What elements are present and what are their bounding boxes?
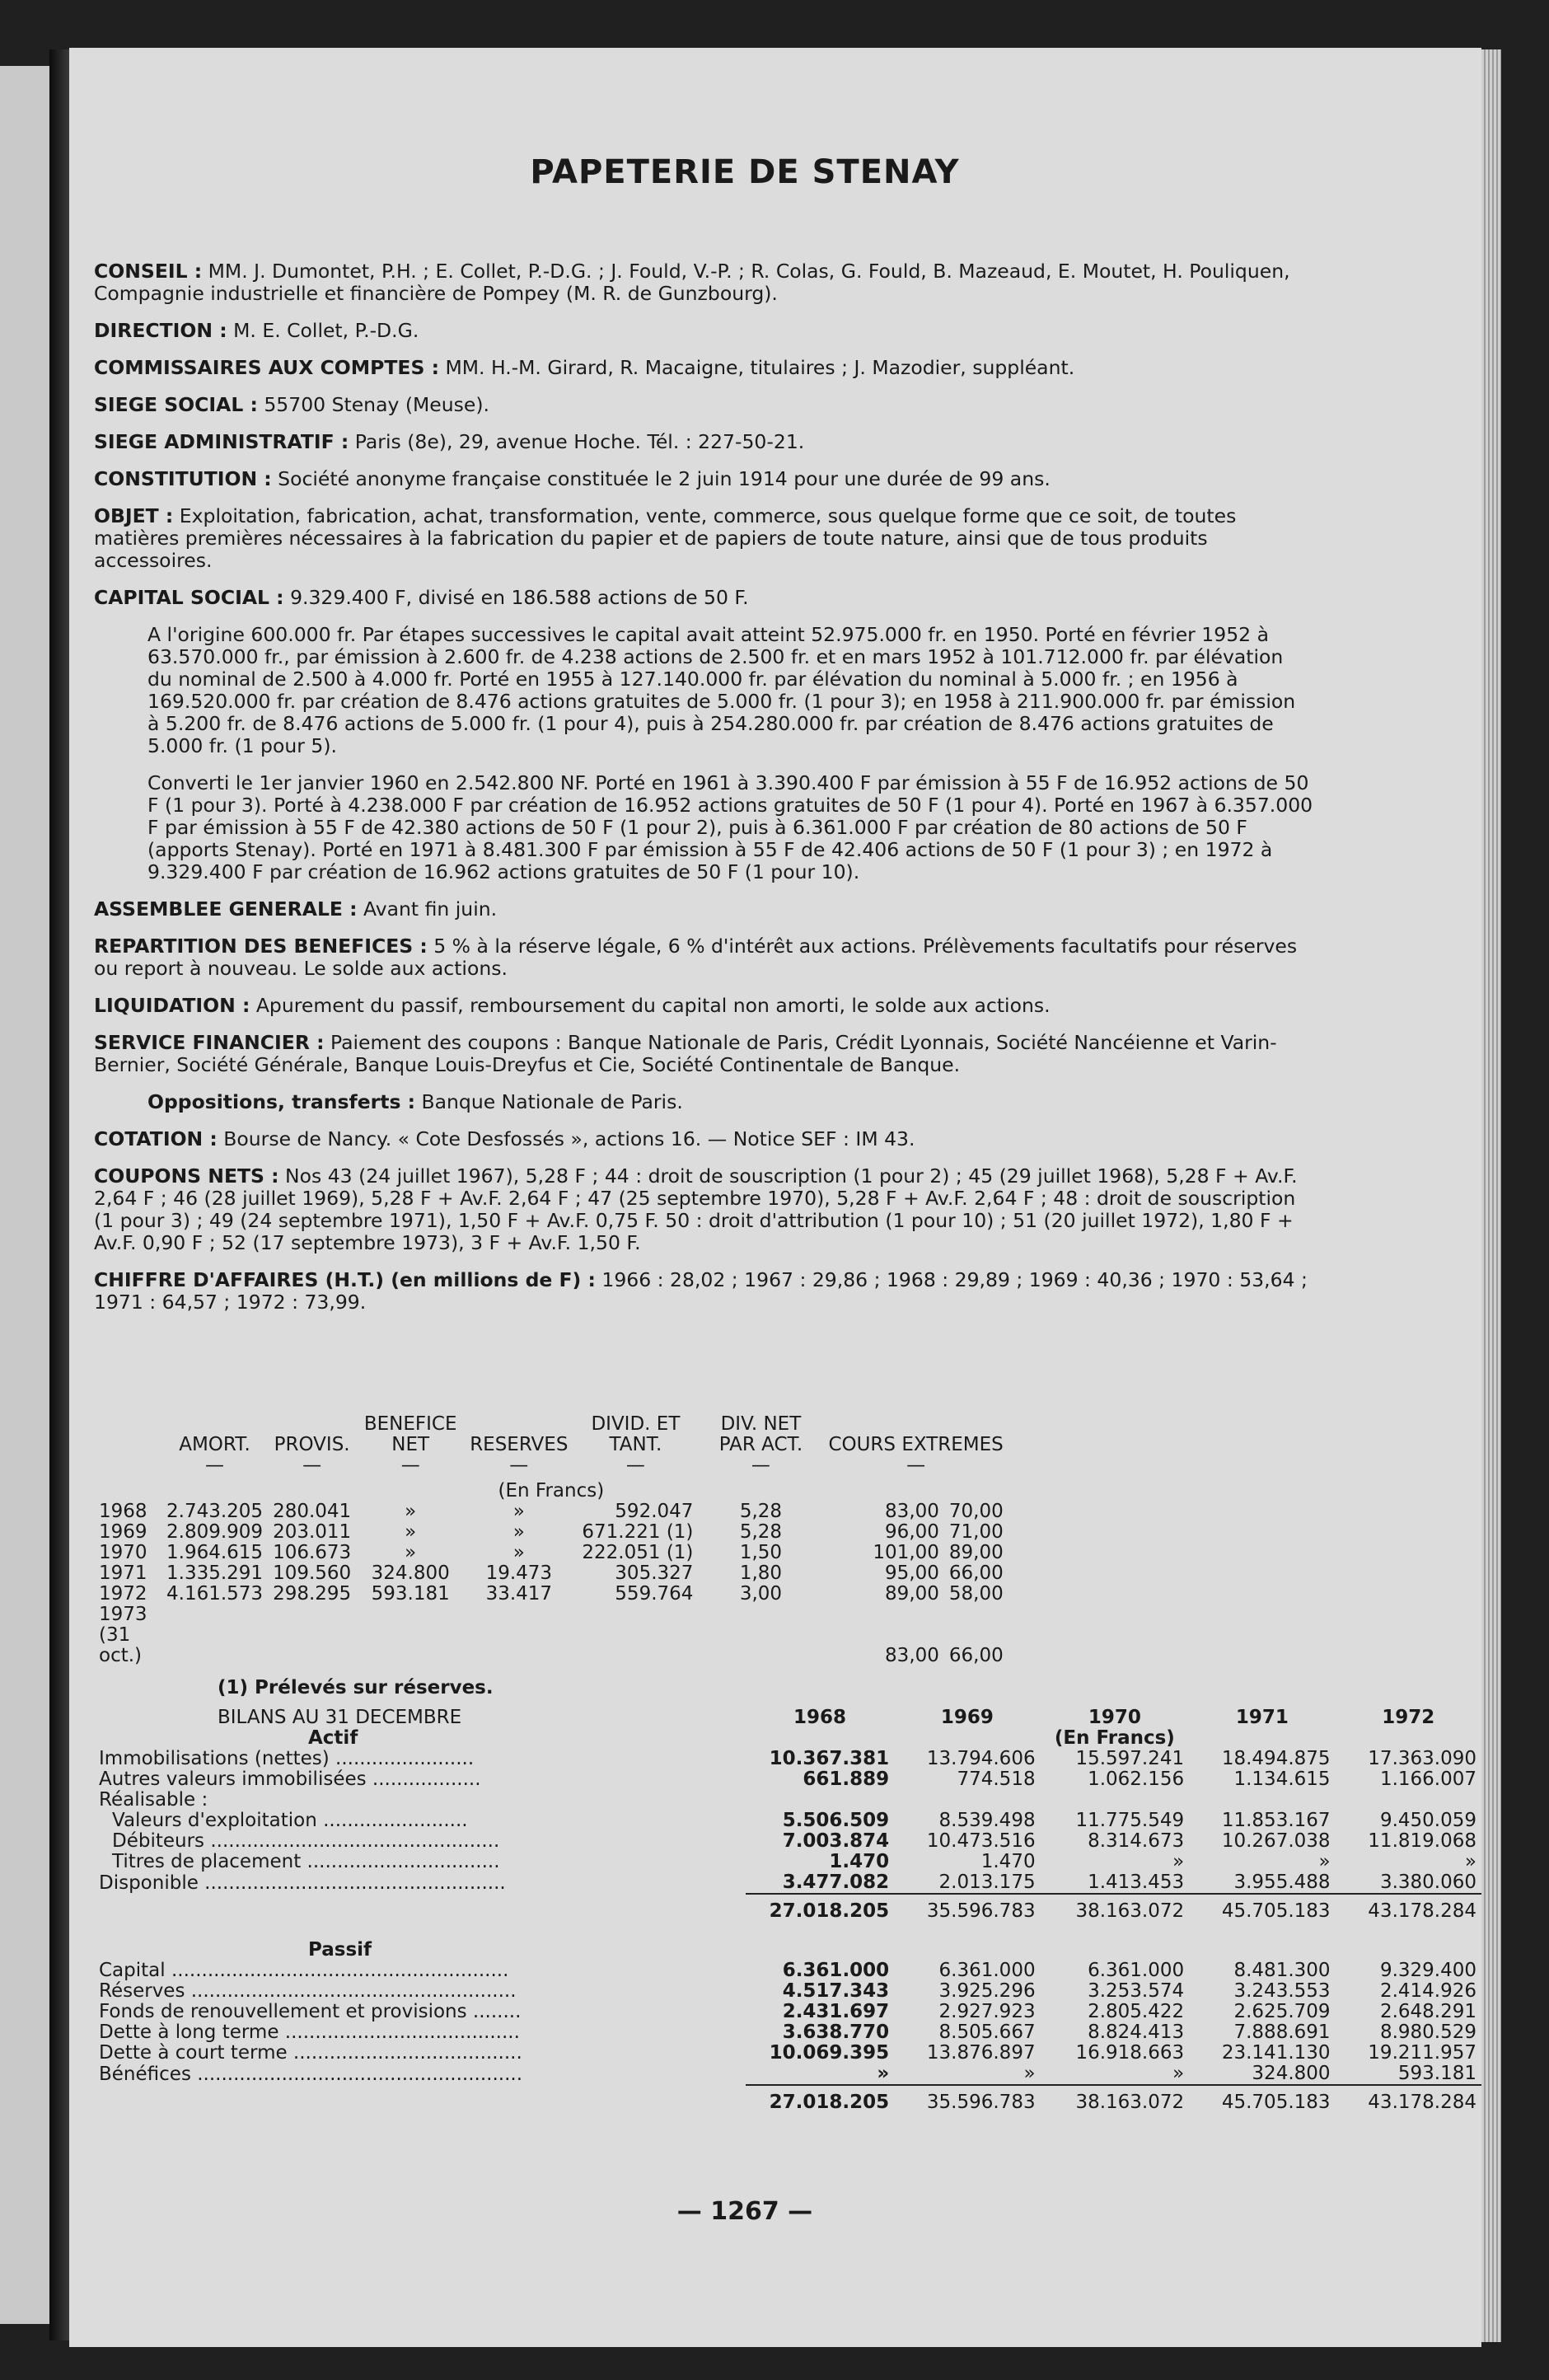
- info-section-b-2: [94, 995, 1313, 1017]
- capital-history-1: A l'origine 600.000 fr. Par étapes successives le capital avait atteint 52.975.000 fr. en 1950. Porté en février 1952 à 63.570.000 fr., par émission à 2.600 fr. de 4.238 actions de 2.500 fr. et en mars 1952 à 101.712.000 fr. par élévation du nominal de 2.500 à 4.000 fr. Porté en 1955 à 127.140.000 fr. par élévation du nominal à 5.000 fr. ; en 1956 à 169.520.000 fr. par création de 8.476 actions gratuites de 5.000 fr. (1 pour 3); en 1958 à 211.900.000 fr. par émission à 5.200 fr. de 8.476 actions de 5.000 fr. (1 pour 4), puis à 254.280.000 fr. par création de 8.476 actions gratuites de 5.000 fr. (1 pour 5).: [147, 623, 1296, 757]
- row-value: 1.062.156: [1088, 1769, 1185, 1790]
- section-text: Paiement des coupons : Banque Nationale de Paris, Crédit Lyonnais, Société Nancéienne et Varin-Bernier, Société Générale, Banque Louis-Dreyfus et Cie, Société Continentale de Banque.: [94, 1031, 1277, 1076]
- row-value: 3.925.296: [938, 1980, 1036, 2002]
- year-header: 1971: [1235, 1707, 1289, 1728]
- table-row: [94, 1605, 1008, 1666]
- cell-divnet: 5,28: [739, 1501, 783, 1522]
- row-value: 8.505.667: [938, 2022, 1036, 2043]
- row-value: [1041, 1790, 1190, 1811]
- cell-cours_hi: 83,00: [885, 1501, 939, 1522]
- cell-cours_lo: 70,00: [948, 1501, 1004, 1522]
- total-value: 27.018.205: [746, 2085, 894, 2120]
- row-value: 11.819.068: [1368, 1830, 1476, 1852]
- coupons-line: COUPONS NETS : Nos 43 (24 juillet 1967), 5,28 F ; 44 : droit de souscription (1 pour 2) ; 45 (29 juillet 1968), 5,28 F + Av.F. 2,64 F ; 46 (28 juillet 1969), 5,28 F + Av.F. 2,64 F ; 47 (25 septembre 1970), 5,28 F + Av.F. 2,64 F ; 48 : droit de souscription (1 pour 3) ; 49 (24 septembre 1971), 1,50 F + Av.F. 0,75 F. 50 : droit d'attribution (1 pour 10) ; 51 (20 juillet 1972), 1,80 F + Av.F. 0,90 F ; 52 (17 septembre 1973), 3 F + Av.F. 1,50 F.: [94, 1164, 1298, 1254]
- cell-benefice: »: [405, 1542, 417, 1563]
- row-value: 8.824.413: [1088, 2022, 1185, 2043]
- row-value: 2.431.697: [782, 2001, 890, 2022]
- row-value: 3.477.082: [782, 1872, 890, 1893]
- cell-cours_hi: 95,00: [885, 1562, 939, 1584]
- row-value: 7.003.874: [782, 1830, 890, 1852]
- section-text: MM. J. Dumontet, P.H. ; E. Collet, P.-D.G. ; J. Fould, V.-P. ; R. Colas, G. Fould, B. Mazeaud, E. Moutet, H. Pouliquen, Compagnie industrielle et financière de Pompey (M. R. de Gunzbourg).: [94, 260, 1290, 305]
- cell-amort: 2.809.909: [166, 1521, 264, 1543]
- section-label: LIQUIDATION :: [94, 994, 250, 1017]
- row-value: [1189, 1790, 1335, 1811]
- row-label: Fonds de renouvellement et provisions ........: [99, 2001, 522, 2022]
- cotation-line: COTATION : Bourse de Nancy. « Cote Desfossés », actions 16. — Notice SEF : IM 43.: [94, 1127, 915, 1150]
- section-label: COMMISSAIRES AUX COMPTES :: [94, 356, 439, 379]
- row-value: 9.329.400: [1379, 1960, 1476, 1981]
- row-value: 19.211.957: [1368, 2042, 1476, 2064]
- col-cours: COURS EXTREMES —: [828, 1434, 1004, 1476]
- cell-cours_hi: 89,00: [885, 1583, 939, 1605]
- row-value: 661.889: [803, 1769, 890, 1790]
- row-value: »: [1318, 1851, 1331, 1872]
- info-section-2: [94, 357, 1313, 379]
- row-value: 17.363.090: [1368, 1748, 1476, 1769]
- cell-divid: [573, 1605, 698, 1666]
- section-label: REPARTITION DES BENEFICES :: [94, 935, 428, 958]
- row-value: 6.361.000: [782, 1960, 890, 1981]
- passif-header: Passif: [308, 1939, 372, 1961]
- total-value: 38.163.072: [1041, 1894, 1190, 1928]
- table-row: [94, 1981, 1481, 2002]
- table-row: [94, 2002, 1481, 2022]
- section-text: 5 % à la réserve légale, 6 % d'intérêt aux actions. Prélèvements facultatifs pour réserves ou report à nouveau. Le solde aux actions.: [94, 935, 1298, 980]
- cell-cours_lo: 58,00: [948, 1583, 1004, 1605]
- year-header: 1969: [940, 1707, 994, 1728]
- actif-header: Actif: [308, 1727, 358, 1749]
- total-value: 27.018.205: [746, 1894, 894, 1928]
- cell-amort: 4.161.573: [166, 1583, 264, 1605]
- row-value: 8.481.300: [1233, 1960, 1331, 1981]
- col-reserves: RESERVES —: [470, 1434, 569, 1476]
- year-header: 1968: [793, 1707, 846, 1728]
- row-value: »: [1023, 2063, 1036, 2084]
- row-value: [1336, 1790, 1481, 1811]
- cell-provis: 203.011: [273, 1521, 352, 1543]
- row-value: 10.367.381: [769, 1748, 890, 1769]
- section-text: Avant fin juin.: [357, 897, 498, 921]
- total-row: [94, 2085, 1481, 2120]
- cell-benefice: »: [405, 1521, 417, 1543]
- chiffre-affaires-line: CHIFFRE D'AFFAIRES (H.T.) (en millions de F) : 1966 : 28,02 ; 1967 : 29,86 ; 1968 : 29,89 ; 1969 : 40,36 ; 1970 : 53,64 ; 1971 : 64,57 ; 1972 : 73,99.: [94, 1268, 1308, 1314]
- row-label: Capital ........................................................: [99, 1960, 509, 1981]
- row-value: 3.243.553: [1233, 1980, 1331, 2002]
- cell-reserves: »: [512, 1501, 525, 1522]
- info-section-1: [94, 320, 1313, 342]
- balance-title: BILANS AU 31 DECEMBRE: [218, 1707, 462, 1728]
- total-value: 45.705.183: [1189, 1894, 1335, 1928]
- row-label: Dette à long terme .......................................: [99, 2022, 520, 2043]
- row-value: 7.888.691: [1233, 2022, 1331, 2043]
- row-value: 1.470: [980, 1851, 1036, 1872]
- total-row: [94, 1894, 1481, 1928]
- info-section-7: [94, 587, 1313, 609]
- row-value: 2.013.175: [938, 1872, 1036, 1893]
- cell-divnet: 3,00: [739, 1583, 783, 1605]
- total-value: 45.705.183: [1189, 2085, 1335, 2120]
- row-value: 1.166.007: [1379, 1769, 1476, 1790]
- table-row: [94, 1831, 1481, 1852]
- row-value: 8.980.529: [1379, 2022, 1476, 2043]
- row-value: [894, 1790, 1040, 1811]
- row-label: Immobilisations (nettes) .......................: [99, 1748, 475, 1769]
- cell-year: 1973 (31 oct.): [99, 1604, 147, 1666]
- row-value: 15.597.241: [1075, 1748, 1185, 1769]
- row-value: »: [877, 2063, 890, 2084]
- units-note: (En Francs): [498, 1480, 605, 1502]
- row-value: 13.794.606: [926, 1748, 1036, 1769]
- cell-divnet: 5,28: [739, 1521, 783, 1543]
- row-label: Autres valeurs immobilisées ..................: [99, 1769, 481, 1790]
- book-spine: [49, 49, 69, 2340]
- cell-provis: 298.295: [273, 1583, 352, 1605]
- row-label: Bénéfices ......................................................: [99, 2063, 523, 2085]
- year-header: 1970: [1088, 1707, 1141, 1728]
- cell-year: 1971: [99, 1562, 147, 1584]
- cell-divnet: 1,80: [739, 1562, 783, 1584]
- table-row: [94, 1543, 1008, 1563]
- row-value: 10.069.395: [769, 2042, 890, 2064]
- table-footnote: (1) Prélevés sur réserves.: [218, 1677, 494, 1698]
- row-value: 3.638.770: [782, 2022, 890, 2043]
- cell-year: 1969: [99, 1521, 147, 1543]
- table-row: [94, 2022, 1481, 2043]
- table-row: [94, 1563, 1008, 1584]
- cell-cours_lo: 66,00: [948, 1562, 1004, 1584]
- table-row: [94, 1502, 1008, 1522]
- cell-amort: 1.335.291: [166, 1562, 264, 1584]
- row-value: 3.253.574: [1088, 1980, 1185, 2002]
- oppositions-line: Oppositions, transferts : Banque Nationale de Paris.: [147, 1090, 683, 1113]
- section-label: SIEGE ADMINISTRATIF :: [94, 430, 349, 453]
- balance-sheet-table: [94, 1708, 1481, 2120]
- row-label: Valeurs d'exploitation ........................: [112, 1810, 468, 1831]
- cell-provis: 280.041: [273, 1501, 352, 1522]
- row-value: 23.141.130: [1221, 2042, 1331, 2064]
- section-text: Exploitation, fabrication, achat, transformation, vente, commerce, sous quelque forme que ce soit, de toutes matières premières nécessaires à la fabrication du papier et de papiers de toute nature, ainsi que de tous produits accessoires.: [94, 504, 1237, 572]
- info-section-6: [94, 505, 1313, 572]
- page-stack-edge: [1481, 49, 1501, 2342]
- row-label: Débiteurs ................................................: [112, 1830, 500, 1852]
- section-label: ASSEMBLEE GENERALE :: [94, 897, 358, 921]
- cell-year: 1970: [99, 1542, 147, 1563]
- cell-divnet: 1,50: [739, 1542, 783, 1563]
- total-value: 43.178.284: [1336, 1894, 1481, 1928]
- table-row: [94, 1961, 1481, 1981]
- company-info: [94, 260, 1313, 1328]
- cell-benefice: [356, 1605, 465, 1666]
- cell-year: 1972: [99, 1583, 147, 1605]
- row-value: 4.517.343: [782, 1980, 890, 2002]
- row-value: »: [1172, 2063, 1185, 2084]
- section-label: SERVICE FINANCIER :: [94, 1031, 325, 1054]
- row-value: 10.267.038: [1221, 1830, 1331, 1852]
- info-section-3: [94, 394, 1313, 416]
- col-divnet: DIV. NET PAR ACT. —: [718, 1413, 803, 1476]
- capital-history-2: Converti le 1er janvier 1960 en 2.542.800 NF. Porté en 1961 à 3.390.400 F par émission à 55 F de 16.952 actions de 50 F (1 pour 3). Porté à 4.238.000 F par création de 16.952 actions gratuites de 50 F (1 pour 4). Porté en 1967 à 6.357.000 F par émission à 55 F de 42.380 actions de 50 F (1 pour 2), puis à 6.361.000 F par création de 80 actions de 50 F (apports Stenay). Porté en 1971 à 8.481.300 F par émission à 55 F de 42.406 actions de 50 F (1 pour 3) ; en 1972 à 9.329.400 F par création de 16.962 actions gratuites de 50 F (1 pour 10).: [147, 771, 1313, 883]
- row-value: 10.473.516: [926, 1830, 1036, 1852]
- results-table: [94, 1414, 1008, 1698]
- row-value: 6.361.000: [1088, 1960, 1185, 1981]
- cell-benefice: 593.181: [371, 1583, 450, 1605]
- cell-divid: 671.221 (1): [582, 1521, 694, 1543]
- info-section-b-0: [94, 898, 1313, 921]
- info-section-0: [94, 260, 1313, 305]
- table-row: [94, 2064, 1481, 2085]
- section-text: MM. H.-M. Girard, R. Macaigne, titulaires ; J. Mazodier, suppléant.: [438, 356, 1075, 379]
- row-value: »: [1464, 1851, 1476, 1872]
- table-row: [94, 2043, 1481, 2064]
- cell-cours_hi: 101,00: [873, 1542, 939, 1563]
- section-text: M. E. Collet, P.-D.G.: [227, 319, 419, 342]
- row-value: 2.927.923: [938, 2001, 1036, 2022]
- row-value: 2.625.709: [1233, 2001, 1331, 2022]
- facing-page-edge: [0, 66, 49, 2324]
- row-label: Réalisable :: [99, 1789, 208, 1811]
- row-value: 8.539.498: [938, 1810, 1036, 1831]
- year-header: 1972: [1382, 1707, 1435, 1728]
- cell-amort: 2.743.205: [166, 1501, 264, 1522]
- cell-provis: 109.560: [273, 1562, 352, 1584]
- row-value: 11.853.167: [1221, 1810, 1331, 1831]
- row-value: 3.955.488: [1233, 1872, 1331, 1893]
- info-sections-2: [94, 898, 1313, 1076]
- col-amort: AMORT. —: [179, 1434, 250, 1476]
- section-text: Paris (8e), 29, avenue Hoche. Tél. : 227-50-21.: [349, 430, 805, 453]
- row-value: 11.775.549: [1075, 1810, 1185, 1831]
- row-value: 16.918.663: [1075, 2042, 1185, 2064]
- row-value: 13.876.897: [926, 2042, 1036, 2064]
- section-label: CONSEIL :: [94, 260, 203, 283]
- row-value: 774.518: [957, 1769, 1036, 1790]
- row-value: [746, 1790, 894, 1811]
- row-value: »: [1172, 1851, 1185, 1872]
- total-value: 43.178.284: [1336, 2085, 1481, 2120]
- info-sections: [94, 260, 1313, 609]
- col-divid: DIVID. ET TANT. —: [591, 1413, 681, 1476]
- table-row: [94, 1852, 1481, 1872]
- info-section-5: [94, 468, 1313, 490]
- section-label: CAPITAL SOCIAL :: [94, 586, 284, 609]
- row-value: 3.380.060: [1379, 1872, 1476, 1893]
- table-row: [94, 1790, 1481, 1811]
- row-value: 2.805.422: [1088, 2001, 1185, 2022]
- section-text: 55700 Stenay (Meuse).: [257, 393, 489, 416]
- cell-cours_hi: 83,00: [885, 1645, 939, 1666]
- cell-provis: [268, 1605, 356, 1666]
- table-row: [94, 1811, 1481, 1831]
- cell-divid: 592.047: [615, 1501, 694, 1522]
- table-row: [94, 1872, 1481, 1894]
- cell-amort: 1.964.615: [166, 1542, 264, 1563]
- row-value: 2.414.926: [1379, 1980, 1476, 2002]
- info-section-b-1: [94, 935, 1313, 980]
- row-value: 324.800: [1252, 2063, 1331, 2084]
- cell-divid: 222.051 (1): [582, 1542, 694, 1563]
- row-value: 6.361.000: [938, 1960, 1036, 1981]
- section-label: SIEGE SOCIAL :: [94, 393, 258, 416]
- section-label: CONSTITUTION :: [94, 467, 272, 490]
- total-value: 35.596.783: [894, 2085, 1040, 2120]
- cell-provis: 106.673: [273, 1542, 352, 1563]
- section-text: 9.329.400 F, divisé en 186.588 actions de 50 F.: [283, 586, 749, 609]
- cell-benefice: 324.800: [371, 1562, 450, 1584]
- row-label: Disponible ..................................................: [99, 1872, 506, 1894]
- document-page: [69, 48, 1481, 2347]
- row-value: 593.181: [1397, 2063, 1476, 2084]
- row-label: Réserves ......................................................: [99, 1980, 517, 2002]
- row-label: Titres de placement ................................: [112, 1851, 500, 1872]
- cell-reserves: 33.417: [485, 1583, 553, 1605]
- page-title: PAPETERIE DE STENAY: [530, 153, 960, 191]
- cell-reserves: »: [512, 1542, 525, 1563]
- table-row: [94, 1749, 1481, 1769]
- row-value: 2.648.291: [1379, 2001, 1476, 2022]
- table-row: [94, 1522, 1008, 1543]
- row-label: Dette à court terme ......................................: [99, 2042, 522, 2064]
- info-section-4: [94, 431, 1313, 453]
- row-value: 1.413.453: [1088, 1872, 1185, 1893]
- col-provis: PROVIS. —: [274, 1434, 350, 1476]
- table-row: [94, 1584, 1008, 1605]
- cell-reserves: 19.473: [485, 1562, 553, 1584]
- total-value: 38.163.072: [1041, 2085, 1190, 2120]
- section-text: Société anonyme française constituée le 2 juin 1914 pour une durée de 99 ans.: [271, 467, 1051, 490]
- row-value: 9.450.059: [1379, 1810, 1476, 1831]
- cell-divnet: [698, 1605, 823, 1666]
- cell-benefice: »: [405, 1501, 417, 1522]
- cell-divid: 559.764: [615, 1583, 694, 1605]
- section-label: OBJET :: [94, 504, 174, 527]
- section-label: DIRECTION :: [94, 319, 227, 342]
- cell-divid: 305.327: [615, 1562, 694, 1584]
- row-value: 18.494.875: [1221, 1748, 1331, 1769]
- table-row: [94, 1769, 1481, 1790]
- row-value: 5.506.509: [782, 1810, 890, 1831]
- cell-reserves: [465, 1605, 573, 1666]
- total-value: 35.596.783: [894, 1894, 1040, 1928]
- cell-amort: [161, 1605, 268, 1666]
- row-value: 1.470: [829, 1851, 890, 1872]
- row-value: 8.314.673: [1088, 1830, 1185, 1852]
- row-value: 1.134.615: [1233, 1769, 1331, 1790]
- cell-year: 1968: [99, 1501, 147, 1522]
- units-note: (En Francs): [1054, 1727, 1175, 1749]
- col-benefice: BENEFICE NET —: [363, 1413, 457, 1476]
- cell-cours_lo: 89,00: [948, 1542, 1004, 1563]
- page-number: — 1267 —: [676, 2197, 813, 2226]
- section-text: Apurement du passif, remboursement du capital non amorti, le solde aux actions.: [250, 994, 1051, 1017]
- cell-reserves: »: [512, 1521, 525, 1543]
- cell-cours_lo: 66,00: [948, 1645, 1004, 1666]
- cell-cours_lo: 71,00: [948, 1521, 1004, 1543]
- cell-cours_hi: 96,00: [885, 1521, 939, 1543]
- info-section-b-3: [94, 1032, 1313, 1076]
